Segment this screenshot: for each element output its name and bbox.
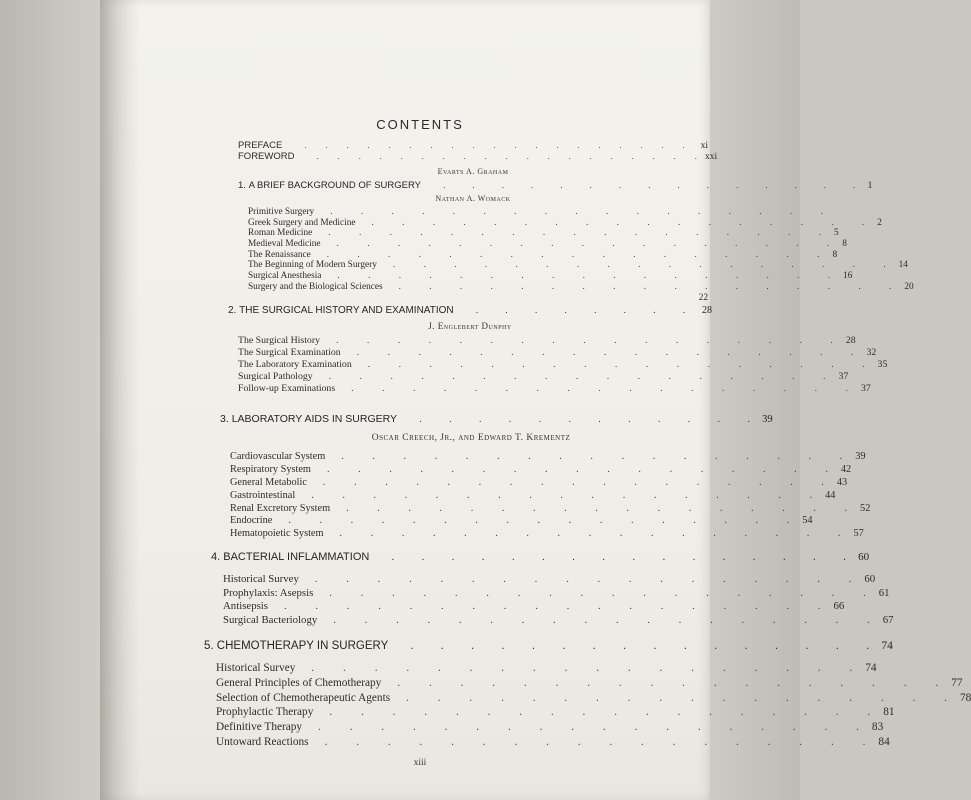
leader-dots: . . . . . . . . . . . . . . . . . . — [406, 691, 960, 704]
section-list — [228, 335, 888, 395]
leader-dots: . . . . . . . . . . . . . . . . . — [351, 383, 861, 394]
list-item — [238, 335, 856, 347]
section-title: Gastrointestinal — [230, 489, 296, 501]
list-item — [238, 383, 871, 395]
list-item — [248, 207, 836, 218]
leader-dots: . . . . . . . . . . . . . . . . . . — [284, 600, 834, 612]
chapter-title: CHEMOTHERAPY IN SURGERY — [216, 640, 389, 652]
leader-dots: . . . . . . . . . . . . . . . . . . — [324, 735, 879, 748]
chapter-2 — [228, 305, 888, 395]
section-page: 2 — [877, 217, 882, 228]
list-item — [248, 239, 847, 250]
chapter-number: 5. — [204, 640, 214, 652]
list-item — [248, 293, 708, 304]
section-page: 84 — [878, 735, 890, 748]
list-item — [223, 586, 890, 601]
foreword-author: Evarts A. Graham — [437, 167, 509, 176]
chapter-heading — [238, 180, 873, 192]
leader-dots: . . . . . . . . — [475, 305, 698, 316]
leader-dots: . . . . . . . . . . . . . . . . . — [341, 451, 856, 462]
front-matter-label: FOREWORD — [238, 151, 295, 162]
book-page — [100, 0, 971, 800]
front-matter-page: xxi — [705, 152, 718, 162]
leader-dots: . . . . . . . . . . . . . . . . . — [371, 217, 878, 228]
chapter-author: Nathan A. Womack — [435, 194, 511, 203]
leader-dots: . . . . . . . . . . . . . . . . . . — [329, 706, 884, 719]
section-page: 32 — [866, 347, 877, 358]
front-matter-list — [238, 140, 718, 162]
chapter-page: 39 — [762, 414, 773, 425]
section-page: 20 — [904, 281, 914, 292]
section-title: General Principles of Chemotherapy — [216, 676, 382, 689]
chapter-number: 3. — [220, 413, 229, 425]
leader-dots: . . . . . . . . . . . . . . . . . — [311, 489, 826, 501]
section-page: 8 — [832, 249, 838, 260]
leader-dots: . . . . . . . . . . . . . . . . . — [288, 515, 803, 527]
list-item — [216, 735, 890, 751]
leader-dots: . . . . . . . . . . . . — [419, 413, 763, 425]
leader-dots: . . . . . . . . . . . . . . . . . . . — [316, 151, 705, 161]
chapter-number: 2. — [228, 305, 237, 316]
section-page: 35 — [877, 359, 888, 370]
section-page: 8 — [842, 239, 847, 250]
section-title: Historical Survey — [216, 662, 296, 674]
section-title: The Surgical Examination — [238, 347, 341, 358]
section-title: Roman Medicine — [248, 228, 313, 239]
list-item — [223, 613, 894, 628]
section-page: 54 — [802, 515, 813, 527]
list-item — [230, 502, 871, 516]
section-page: 60 — [864, 573, 876, 585]
section-title: The Beginning of Modern Surgery — [248, 260, 377, 271]
leader-dots: . . . . . . . . . . . . . . . . — [391, 551, 859, 563]
list-item — [238, 359, 888, 371]
chapter-title: THE SURGICAL HISTORY AND EXAMINATION — [239, 305, 454, 316]
list-item — [238, 371, 849, 383]
leader-dots: . . . . . . . . . . . . . . . . . — [337, 271, 844, 282]
chapter-4 — [211, 551, 894, 627]
section-page: 14 — [898, 260, 908, 271]
leader-dots: . . . . . . . . . . . . . . . . . — [367, 359, 878, 370]
section-page: 66 — [833, 600, 845, 612]
section-title: Untoward Reactions — [216, 735, 309, 748]
section-page: 78 — [959, 691, 971, 704]
leader-dots: . . . . . . . . . . . . . . . — [443, 180, 868, 191]
leader-dots: . . . . . . . . . . . . . . . . . . . — [304, 140, 693, 150]
section-title: General Metabolic — [230, 476, 307, 488]
section-title: Surgical Anesthesia — [248, 271, 322, 282]
chapter-title: A BRIEF BACKGROUND OF SURGERY — [248, 180, 422, 191]
list-item — [216, 691, 971, 707]
leader-dots: . . . . . . . . . . . . . . . . . — [322, 476, 837, 488]
leader-dots: . . . . . . . . . . . . . . . . . . — [333, 613, 883, 626]
section-list — [211, 573, 894, 627]
list-item — [230, 463, 852, 477]
chapter-author: Oscar Creech, Jr., and Edward T. Krementz — [371, 433, 571, 443]
list-item — [248, 281, 914, 293]
section-title: Historical Survey — [223, 573, 299, 585]
leader-dots: . . . . . . . . . . . . . . . . . . — [318, 721, 872, 734]
list-item — [230, 489, 836, 503]
section-page: 81 — [883, 706, 895, 719]
list-item — [248, 249, 838, 261]
section-page: 74 — [865, 662, 877, 674]
section-page: 43 — [836, 476, 848, 488]
leader-dots: . . . . . . . . . . . . . . . . . . — [397, 676, 952, 689]
leader-dots: . . . . . . . . . . . . . . . . . . — [329, 586, 879, 599]
list-item — [230, 515, 813, 528]
chapter-5 — [204, 640, 971, 751]
section-title: Hematopoietic System — [230, 528, 324, 540]
leader-dots: . . . . . . . . . . . . . . . . . — [392, 260, 899, 271]
section-page: 61 — [878, 586, 890, 599]
chapter-page: 60 — [858, 551, 870, 563]
section-title: Medieval Medicine — [248, 239, 321, 250]
page-number: xiii — [413, 758, 427, 768]
chapter-page: 28 — [702, 305, 712, 316]
section-title: Surgical Bacteriology — [223, 613, 318, 626]
chapter-number: 1. — [238, 180, 246, 191]
section-title: Prophylactic Therapy — [216, 706, 314, 719]
leader-dots: . . . . . . . . . . . . . . . . . — [398, 281, 905, 292]
section-page: 44 — [825, 489, 836, 501]
leader-dots: . . . . . . . . . . . . . . . . . — [336, 239, 843, 250]
section-title: Follow-up Examinations — [238, 383, 336, 394]
leader-dots: . . . . . . . . . . . . . . . . — [410, 640, 882, 652]
leader-dots: . . . . . . . . . . . . . . . . . . — [311, 662, 866, 674]
section-title: Prophylaxis: Asepsis — [223, 586, 314, 599]
chapter-heading — [211, 551, 870, 568]
section-page: 16 — [843, 271, 853, 282]
page-title: CONTENTS — [376, 117, 464, 132]
list-item — [248, 260, 908, 271]
chapter-number: 4. — [211, 551, 221, 563]
list-item — [248, 217, 882, 229]
section-list — [204, 662, 971, 751]
list-item — [248, 271, 853, 282]
chapter-title: BACTERIAL INFLAMMATION — [223, 551, 370, 563]
list-item — [223, 573, 876, 587]
section-page: 5 — [834, 228, 839, 239]
chapter-author: J. Englebert Dunphy — [428, 321, 512, 331]
front-matter-label: PREFACE — [238, 140, 283, 151]
section-list — [238, 207, 914, 303]
section-title: Endocrine — [230, 515, 273, 527]
front-matter-row-foreword — [238, 151, 718, 162]
list-item — [230, 451, 866, 464]
leader-dots: . . . . . . . . . . . . . . . . . — [326, 463, 841, 475]
section-page: 37 — [838, 371, 849, 382]
chapter-heading — [204, 640, 893, 658]
leader-dots: . . . . . . . . . . . . . . . . . — [336, 335, 846, 346]
list-item — [230, 528, 864, 541]
section-page: 28 — [845, 335, 856, 346]
leader-dots: . . . . . . . . . . . . . . . . . — [328, 228, 834, 239]
list-item — [223, 600, 845, 614]
section-title: Primitive Surgery — [248, 207, 315, 217]
chapter-page: 1 — [867, 181, 873, 191]
section-title: Cardiovascular System — [230, 451, 326, 462]
section-title: Surgery and the Biological Sciences — [248, 281, 383, 292]
section-page: 57 — [853, 528, 864, 540]
section-title: Selection of Chemotherapeutic Agents — [216, 691, 391, 704]
section-title: Definitive Therapy — [216, 721, 303, 734]
list-item — [216, 676, 963, 692]
list-item — [216, 721, 884, 736]
section-title: Surgical Pathology — [238, 371, 313, 382]
section-title: Respiratory System — [230, 463, 311, 475]
section-page: 52 — [860, 502, 871, 514]
section-page: 83 — [871, 721, 884, 734]
section-list — [220, 451, 871, 541]
list-item — [216, 662, 877, 677]
table-surface-left — [0, 0, 110, 800]
section-title: Antisepsis — [223, 600, 268, 612]
section-title: Greek Surgery and Medicine — [248, 217, 356, 228]
section-page: 77 — [951, 676, 963, 689]
chapter-title: LABORATORY AIDS IN SURGERY — [231, 413, 398, 425]
section-page: 22 — [698, 292, 708, 303]
section-title: The Laboratory Examination — [238, 359, 352, 370]
section-title: Renal Excretory System — [230, 502, 331, 514]
leader-dots: . . . . . . . . . . . . . . . . . . — [314, 573, 865, 585]
leader-dots: . . . . . . . . . . . . . . . . . — [330, 207, 836, 217]
leader-dots: . . . . . . . . . . . . . . . . . — [339, 528, 854, 540]
leader-dots: . . . . . . . . . . . . . . . . . — [356, 347, 867, 358]
front-matter-page: xi — [700, 141, 708, 151]
list-item — [248, 228, 839, 239]
leader-dots: . . . . . . . . . . . . . . . . . — [346, 502, 861, 514]
section-page: 39 — [855, 451, 866, 462]
chapter-1 — [238, 165, 914, 303]
leader-dots: . . . . . . . . . . . . . . . . . — [326, 249, 833, 260]
list-item — [238, 347, 877, 359]
section-title: The Renaissance — [248, 249, 311, 260]
section-page: 37 — [860, 383, 871, 394]
chapter-heading — [220, 413, 773, 429]
section-page: 42 — [840, 463, 852, 475]
chapter-3 — [220, 413, 871, 541]
leader-dots: . . . . . . . . . . . . . . . . . — [328, 371, 839, 382]
list-item — [216, 706, 895, 721]
list-item — [230, 476, 848, 490]
front-matter-row-preface — [238, 140, 708, 151]
section-page: 67 — [882, 613, 894, 626]
chapter-page: 74 — [881, 640, 893, 652]
chapter-heading — [228, 305, 712, 319]
section-title: The Surgical History — [238, 335, 320, 346]
